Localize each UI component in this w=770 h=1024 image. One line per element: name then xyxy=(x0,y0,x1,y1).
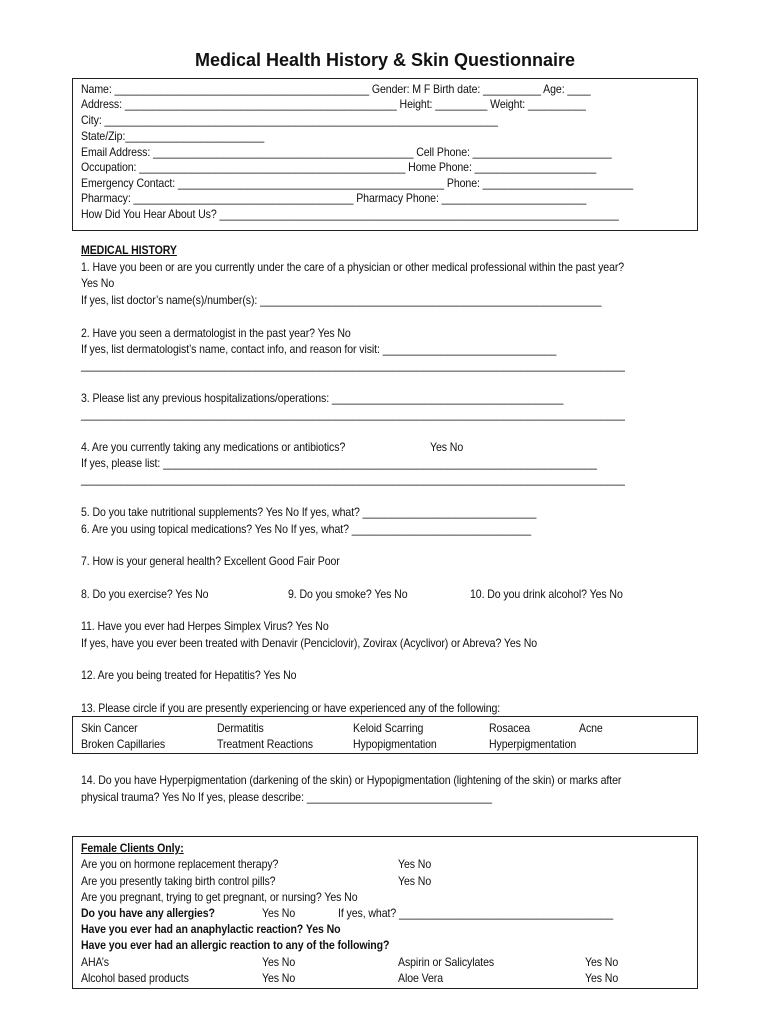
question-4-if-yes[interactable]: If yes, please list: ___________________________________________________________________________ xyxy=(81,456,597,470)
contact-line-email[interactable]: Email Address: _____________________________________________ Cell Phone: ________________________ xyxy=(81,145,612,159)
question-3-line[interactable]: ______________________________________________________________________________________________ xyxy=(81,407,625,421)
question-4-yes-no[interactable]: Yes No xyxy=(430,440,464,454)
allergen-item: Alcohol based products xyxy=(81,971,189,985)
allergen-yes-no[interactable]: Yes No xyxy=(262,971,296,985)
question-1: 1. Have you been or are you currently under the care of a physician or other medical professional within the past year? xyxy=(81,260,625,274)
allergies-yes-no[interactable]: Yes No xyxy=(262,906,296,920)
condition-item[interactable]: Treatment Reactions xyxy=(217,737,313,751)
question-6[interactable]: 6. Are you using topical medications? Yes No If yes, what? _______________________________ xyxy=(81,522,532,536)
question-10[interactable]: 10. Do you drink alcohol? Yes No xyxy=(470,587,623,601)
hormone-yes-no[interactable]: Yes No xyxy=(398,857,432,871)
contact-line-statezip[interactable]: State/Zip:________________________ xyxy=(81,129,265,143)
allergen-item: Aloe Vera xyxy=(398,971,444,985)
condition-item[interactable]: Hypopigmentation xyxy=(353,737,437,751)
female-clients-heading: Female Clients Only: xyxy=(81,841,184,855)
allergen-yes-no[interactable]: Yes No xyxy=(585,955,619,969)
question-13: 13. Please circle if you are presently experiencing or have experienced any of the following: xyxy=(81,701,501,715)
condition-item[interactable]: Hyperpigmentation xyxy=(489,737,577,751)
question-4: 4. Are you currently taking any medications or antibiotics? xyxy=(81,440,346,454)
contact-line-occupation[interactable]: Occupation: ______________________________________________ Home Phone: _____________________ xyxy=(81,160,597,174)
question-14-answer[interactable]: physical trauma? Yes No If yes, please describe: ________________________________ xyxy=(81,790,492,804)
allergies-what[interactable]: If yes, what? _____________________________________ xyxy=(338,906,614,920)
hormone-question: Are you on hormone replacement therapy? xyxy=(81,857,279,871)
pregnant-question[interactable]: Are you pregnant, trying to get pregnant, or nursing? Yes No xyxy=(81,890,358,904)
condition-item[interactable]: Dermatitis xyxy=(217,721,264,735)
allergen-yes-no[interactable]: Yes No xyxy=(262,955,296,969)
question-11-treatment[interactable]: If yes, have you ever been treated with Denavir (Penciclovir), Zovirax (Acyclivor) or Abreva? Yes No xyxy=(81,636,538,650)
question-11[interactable]: 11. Have you ever had Herpes Simplex Virus? Yes No xyxy=(81,619,329,633)
anaphylactic-question[interactable]: Have you ever had an anaphylactic reaction? Yes No xyxy=(81,922,341,936)
allergen-item: AHA’s xyxy=(81,955,109,969)
contact-line-city[interactable]: City: ____________________________________________________________________ xyxy=(81,113,498,127)
allergen-item: Aspirin or Salicylates xyxy=(398,955,495,969)
question-4-line[interactable]: ______________________________________________________________________________________________ xyxy=(81,472,625,486)
contact-line-name[interactable]: Name: ____________________________________________ Gender: M F Birth date: __________ Age: ____ xyxy=(81,82,591,96)
condition-item[interactable]: Rosacea xyxy=(489,721,531,735)
condition-item[interactable]: Keloid Scarring xyxy=(353,721,424,735)
question-1-if-yes[interactable]: If yes, list doctor’s name(s)/number(s): ___________________________________________________________ xyxy=(81,293,602,307)
question-12[interactable]: 12. Are you being treated for Hepatitis? Yes No xyxy=(81,668,297,682)
question-3[interactable]: 3. Please list any previous hospitalizations/operations: ________________________________________ xyxy=(81,391,564,405)
allergies-question: Do you have any allergies? xyxy=(81,906,215,920)
allergen-yes-no[interactable]: Yes No xyxy=(585,971,619,985)
question-9[interactable]: 9. Do you smoke? Yes No xyxy=(288,587,408,601)
contact-line-pharmacy[interactable]: Pharmacy: ______________________________________ Pharmacy Phone: _________________________ xyxy=(81,191,587,205)
page-title: Medical Health History & Skin Questionnaire xyxy=(194,50,576,70)
question-1-yes-no[interactable]: Yes No xyxy=(81,276,115,290)
question-2[interactable]: 2. Have you seen a dermatologist in the past year? Yes No xyxy=(81,326,351,340)
question-14: 14. Do you have Hyperpigmentation (darkening of the skin) or Hypopigmentation (lightening of the skin) or marks after xyxy=(81,773,622,787)
allergic-reaction-question: Have you ever had an allergic reaction to any of the following? xyxy=(81,938,390,952)
question-2-line[interactable]: ______________________________________________________________________________________________ xyxy=(81,358,625,372)
condition-item[interactable]: Acne xyxy=(579,721,603,735)
birth-control-yes-no[interactable]: Yes No xyxy=(398,874,432,888)
birth-control-question: Are you presently taking birth control pills? xyxy=(81,874,276,888)
question-5[interactable]: 5. Do you take nutritional supplements? Yes No If yes, what? ______________________________ xyxy=(81,505,537,519)
condition-item[interactable]: Skin Cancer xyxy=(81,721,138,735)
contact-line-emergency[interactable]: Emergency Contact: ______________________________________________ Phone: __________________________ xyxy=(81,176,634,190)
question-7[interactable]: 7. How is your general health? Excellent Good Fair Poor xyxy=(81,554,340,568)
medical-history-heading: MEDICAL HISTORY xyxy=(81,243,177,257)
question-2-if-yes[interactable]: If yes, list dermatologist’s name, contact info, and reason for visit: ______________________________ xyxy=(81,342,557,356)
question-8[interactable]: 8. Do you exercise? Yes No xyxy=(81,587,209,601)
contact-line-referral[interactable]: How Did You Hear About Us? _____________________________________________________________________ xyxy=(81,207,619,221)
contact-line-address[interactable]: Address: _______________________________________________ Height: _________ Weight: __________ xyxy=(81,97,586,111)
condition-item[interactable]: Broken Capillaries xyxy=(81,737,166,751)
